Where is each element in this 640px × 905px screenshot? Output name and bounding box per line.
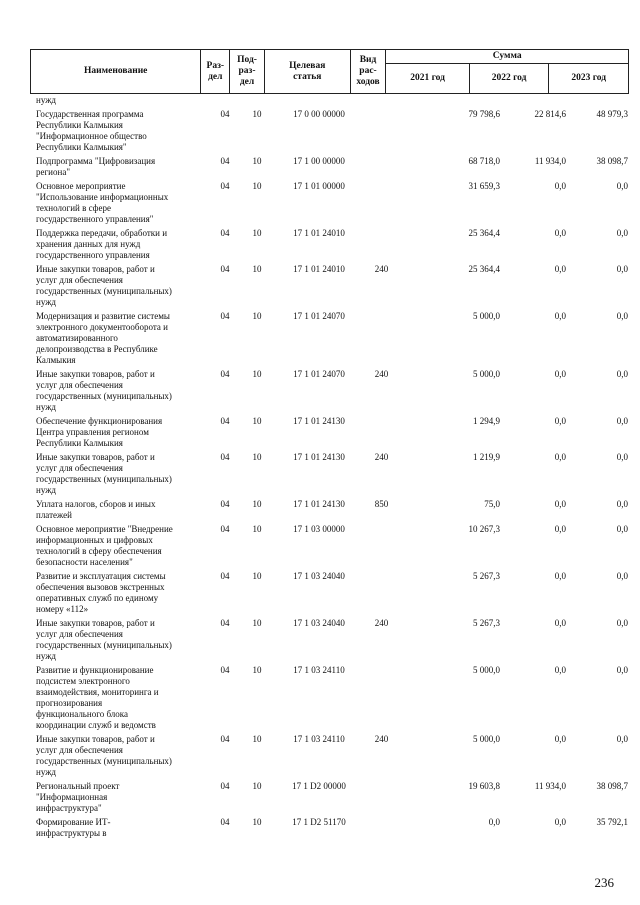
row-sum-2023: 38 098,7	[596, 781, 628, 791]
row-name: нужд	[36, 95, 56, 105]
table-row	[30, 109, 629, 153]
row-razdel: 04	[220, 524, 230, 534]
row-podrazdel: 10	[252, 524, 262, 534]
row-name: Уплата налогов, сборов и иных платежей	[36, 499, 156, 520]
table-row	[30, 416, 629, 449]
row-sum-2023: 0,0	[616, 416, 628, 426]
row-name: Развитие и эксплуатация системы обеспечения вызовов экстренных оперативных служб по единому номеру «112»	[36, 571, 166, 614]
row-razdel: 04	[220, 369, 230, 379]
row-sum-2023: 0,0	[616, 571, 628, 581]
row-sum-2022: 22 814,6	[534, 109, 566, 119]
row-razdel: 04	[220, 264, 230, 274]
page-number: 236	[594, 875, 614, 890]
row-sum-2022: 0,0	[554, 817, 566, 827]
row-sum-2023: 35 792,1	[596, 817, 628, 827]
row-vid-rashodov: 850	[374, 499, 389, 509]
table-row	[30, 524, 629, 568]
row-sum-2022: 0,0	[554, 499, 566, 509]
table-row	[30, 228, 629, 261]
row-sum-2021: 5 000,0	[473, 665, 500, 675]
row-name: Модернизация и развитие системы электронного документооборота и автоматизированного делопроизводства в Республике Калмыкия	[36, 311, 170, 365]
row-celevaya-statya: 17 1 D2 00000	[292, 781, 346, 791]
row-name: Обеспечение функционирования Центра управления регионом Республики Калмыкия	[36, 416, 163, 448]
row-celevaya-statya: 17 1 03 24040	[293, 618, 345, 628]
row-sum-2021: 1 219,9	[473, 452, 500, 462]
row-podrazdel: 10	[252, 734, 262, 744]
table-row	[30, 156, 629, 178]
table-row	[30, 95, 629, 106]
row-sum-2021: 68 718,0	[468, 156, 500, 166]
row-sum-2021: 5 000,0	[473, 369, 500, 379]
row-celevaya-statya: 17 1 01 24070	[293, 369, 345, 379]
row-razdel: 04	[220, 311, 230, 321]
row-celevaya-statya: 17 1 03 24110	[293, 734, 345, 744]
row-podrazdel: 10	[252, 499, 262, 509]
row-podrazdel: 10	[252, 618, 262, 628]
row-razdel: 04	[220, 665, 230, 675]
row-sum-2023: 38 098,7	[596, 156, 628, 166]
row-sum-2021: 75,0	[484, 499, 500, 509]
row-sum-2023: 0,0	[616, 311, 628, 321]
row-name: Региональный проект "Информационная инфраструктура"	[36, 781, 120, 813]
row-sum-2021: 0,0	[488, 817, 500, 827]
row-razdel: 04	[220, 499, 230, 509]
row-razdel: 04	[220, 416, 230, 426]
row-celevaya-statya: 17 1 03 00000	[293, 524, 345, 534]
row-razdel: 04	[220, 452, 230, 462]
row-sum-2022: 0,0	[554, 618, 566, 628]
row-sum-2021: 5 000,0	[473, 734, 500, 744]
row-sum-2022: 0,0	[554, 181, 566, 191]
row-sum-2023: 0,0	[616, 524, 628, 534]
row-celevaya-statya: 17 1 01 24010	[293, 264, 345, 274]
row-sum-2022: 11 934,0	[534, 156, 566, 166]
row-razdel: 04	[220, 618, 230, 628]
row-razdel: 04	[220, 228, 230, 238]
row-name: Поддержка передачи, обработки и хранения данных для нужд государственного управления	[36, 228, 168, 260]
header-2021: 2021 год	[386, 64, 469, 94]
row-name: Иные закупки товаров, работ и услуг для обеспечения государственных (муниципальных) нужд	[36, 618, 172, 661]
row-podrazdel: 10	[252, 817, 262, 827]
table-row	[30, 817, 629, 839]
row-podrazdel: 10	[252, 452, 262, 462]
row-razdel: 04	[220, 734, 230, 744]
row-vid-rashodov: 240	[374, 618, 389, 628]
row-sum-2021: 25 364,4	[468, 264, 500, 274]
row-name: Развитие и функционирование подсистем электронного взаимодействия, мониторинга и прогнозирования функционального блока координации служб и ведомств	[36, 665, 159, 730]
header-2022: 2022 год	[469, 64, 549, 94]
row-sum-2022: 0,0	[554, 571, 566, 581]
row-celevaya-statya: 17 1 00 00000	[293, 156, 345, 166]
row-sum-2021: 1 294,9	[473, 416, 500, 426]
row-podrazdel: 10	[252, 369, 262, 379]
row-sum-2022: 0,0	[554, 452, 566, 462]
table-row	[30, 781, 629, 814]
table-row	[30, 264, 629, 308]
row-name: Иные закупки товаров, работ и услуг для обеспечения государственных (муниципальных) нужд	[36, 452, 172, 495]
row-sum-2022: 0,0	[554, 264, 566, 274]
row-sum-2023: 0,0	[616, 264, 628, 274]
row-sum-2023: 0,0	[616, 499, 628, 509]
row-celevaya-statya: 17 1 03 24110	[293, 665, 345, 675]
row-sum-2022: 0,0	[554, 665, 566, 675]
row-sum-2021: 79 798,6	[468, 109, 500, 119]
row-celevaya-statya: 17 1 D2 51170	[292, 817, 346, 827]
table-header	[30, 49, 629, 94]
row-vid-rashodov: 240	[374, 452, 389, 462]
row-razdel: 04	[220, 571, 230, 581]
row-vid-rashodov: 240	[374, 369, 389, 379]
row-podrazdel: 10	[252, 781, 262, 791]
row-sum-2023: 0,0	[616, 665, 628, 675]
row-celevaya-statya: 17 0 00 00000	[293, 109, 345, 119]
row-sum-2023: 0,0	[616, 181, 628, 191]
row-name: Подпрограмма "Цифровизация региона"	[36, 156, 156, 177]
header-vid: Вид рас- ходов	[350, 50, 386, 94]
row-razdel: 04	[220, 781, 230, 791]
table-row	[30, 571, 629, 615]
header-name: Наименование	[31, 50, 201, 94]
header-celevaya: Целевая статья	[264, 50, 350, 94]
row-sum-2023: 0,0	[616, 452, 628, 462]
row-razdel: 04	[220, 181, 230, 191]
row-podrazdel: 10	[252, 264, 262, 274]
row-sum-2021: 5 267,3	[473, 571, 500, 581]
row-podrazdel: 10	[252, 109, 262, 119]
row-sum-2022: 0,0	[554, 734, 566, 744]
table-row	[30, 665, 629, 731]
row-sum-2021: 25 364,4	[468, 228, 500, 238]
table-row	[30, 734, 629, 778]
row-sum-2021: 5 000,0	[473, 311, 500, 321]
row-name: Иные закупки товаров, работ и услуг для обеспечения государственных (муниципальных) нужд	[36, 734, 172, 777]
row-podrazdel: 10	[252, 228, 262, 238]
row-name: Иные закупки товаров, работ и услуг для обеспечения государственных (муниципальных) нужд	[36, 369, 172, 412]
row-podrazdel: 10	[252, 156, 262, 166]
table-row	[30, 618, 629, 662]
row-sum-2022: 0,0	[554, 369, 566, 379]
row-sum-2023: 0,0	[616, 228, 628, 238]
row-sum-2022: 0,0	[554, 228, 566, 238]
row-celevaya-statya: 17 1 01 00000	[293, 181, 345, 191]
row-sum-2021: 19 603,8	[468, 781, 500, 791]
row-vid-rashodov: 240	[374, 734, 389, 744]
row-podrazdel: 10	[252, 416, 262, 426]
row-sum-2022: 11 934,0	[534, 781, 566, 791]
row-name: Основное мероприятие "Использование информационных технологий в сфере государственного управления"	[36, 181, 169, 224]
row-podrazdel: 10	[252, 311, 262, 321]
row-name: Иные закупки товаров, работ и услуг для обеспечения государственных (муниципальных) нужд	[36, 264, 172, 307]
row-name: Основное мероприятие "Внедрение информационных и цифровых технологий в сферу обеспечения безопасности населения"	[36, 524, 173, 567]
row-celevaya-statya: 17 1 01 24130	[293, 499, 345, 509]
row-podrazdel: 10	[252, 665, 262, 675]
row-celevaya-statya: 17 1 01 24130	[293, 452, 345, 462]
table-body	[30, 95, 629, 842]
table-row	[30, 311, 629, 366]
row-celevaya-statya: 17 1 03 24040	[293, 571, 345, 581]
row-celevaya-statya: 17 1 01 24130	[293, 416, 345, 426]
row-podrazdel: 10	[252, 571, 262, 581]
table-row	[30, 452, 629, 496]
row-razdel: 04	[220, 817, 230, 827]
table-row	[30, 181, 629, 225]
row-sum-2022: 0,0	[554, 311, 566, 321]
row-name: Государственная программа Республики Калмыкия "Информационное общество Республики Калмыкия"	[36, 109, 147, 152]
row-celevaya-statya: 17 1 01 24010	[293, 228, 345, 238]
row-name: Формирование ИТ- инфраструктуры в	[36, 817, 111, 838]
table-row	[30, 499, 629, 521]
row-razdel: 04	[220, 156, 230, 166]
header-2023: 2023 год	[549, 64, 629, 94]
row-sum-2022: 0,0	[554, 524, 566, 534]
row-sum-2023: 0,0	[616, 734, 628, 744]
header-razdel: Раз- дел	[201, 50, 230, 94]
row-celevaya-statya: 17 1 01 24070	[293, 311, 345, 321]
row-razdel: 04	[220, 109, 230, 119]
row-sum-2021: 31 659,3	[468, 181, 500, 191]
row-sum-2023: 48 979,3	[596, 109, 628, 119]
row-sum-2022: 0,0	[554, 416, 566, 426]
row-vid-rashodov: 240	[374, 264, 389, 274]
row-sum-2023: 0,0	[616, 618, 628, 628]
row-podrazdel: 10	[252, 181, 262, 191]
row-sum-2021: 5 267,3	[473, 618, 500, 628]
row-sum-2021: 10 267,3	[468, 524, 500, 534]
table-row	[30, 369, 629, 413]
header-podrazdel: Под- раз- дел	[230, 50, 265, 94]
row-sum-2023: 0,0	[616, 369, 628, 379]
header-summa: Сумма	[386, 50, 629, 64]
